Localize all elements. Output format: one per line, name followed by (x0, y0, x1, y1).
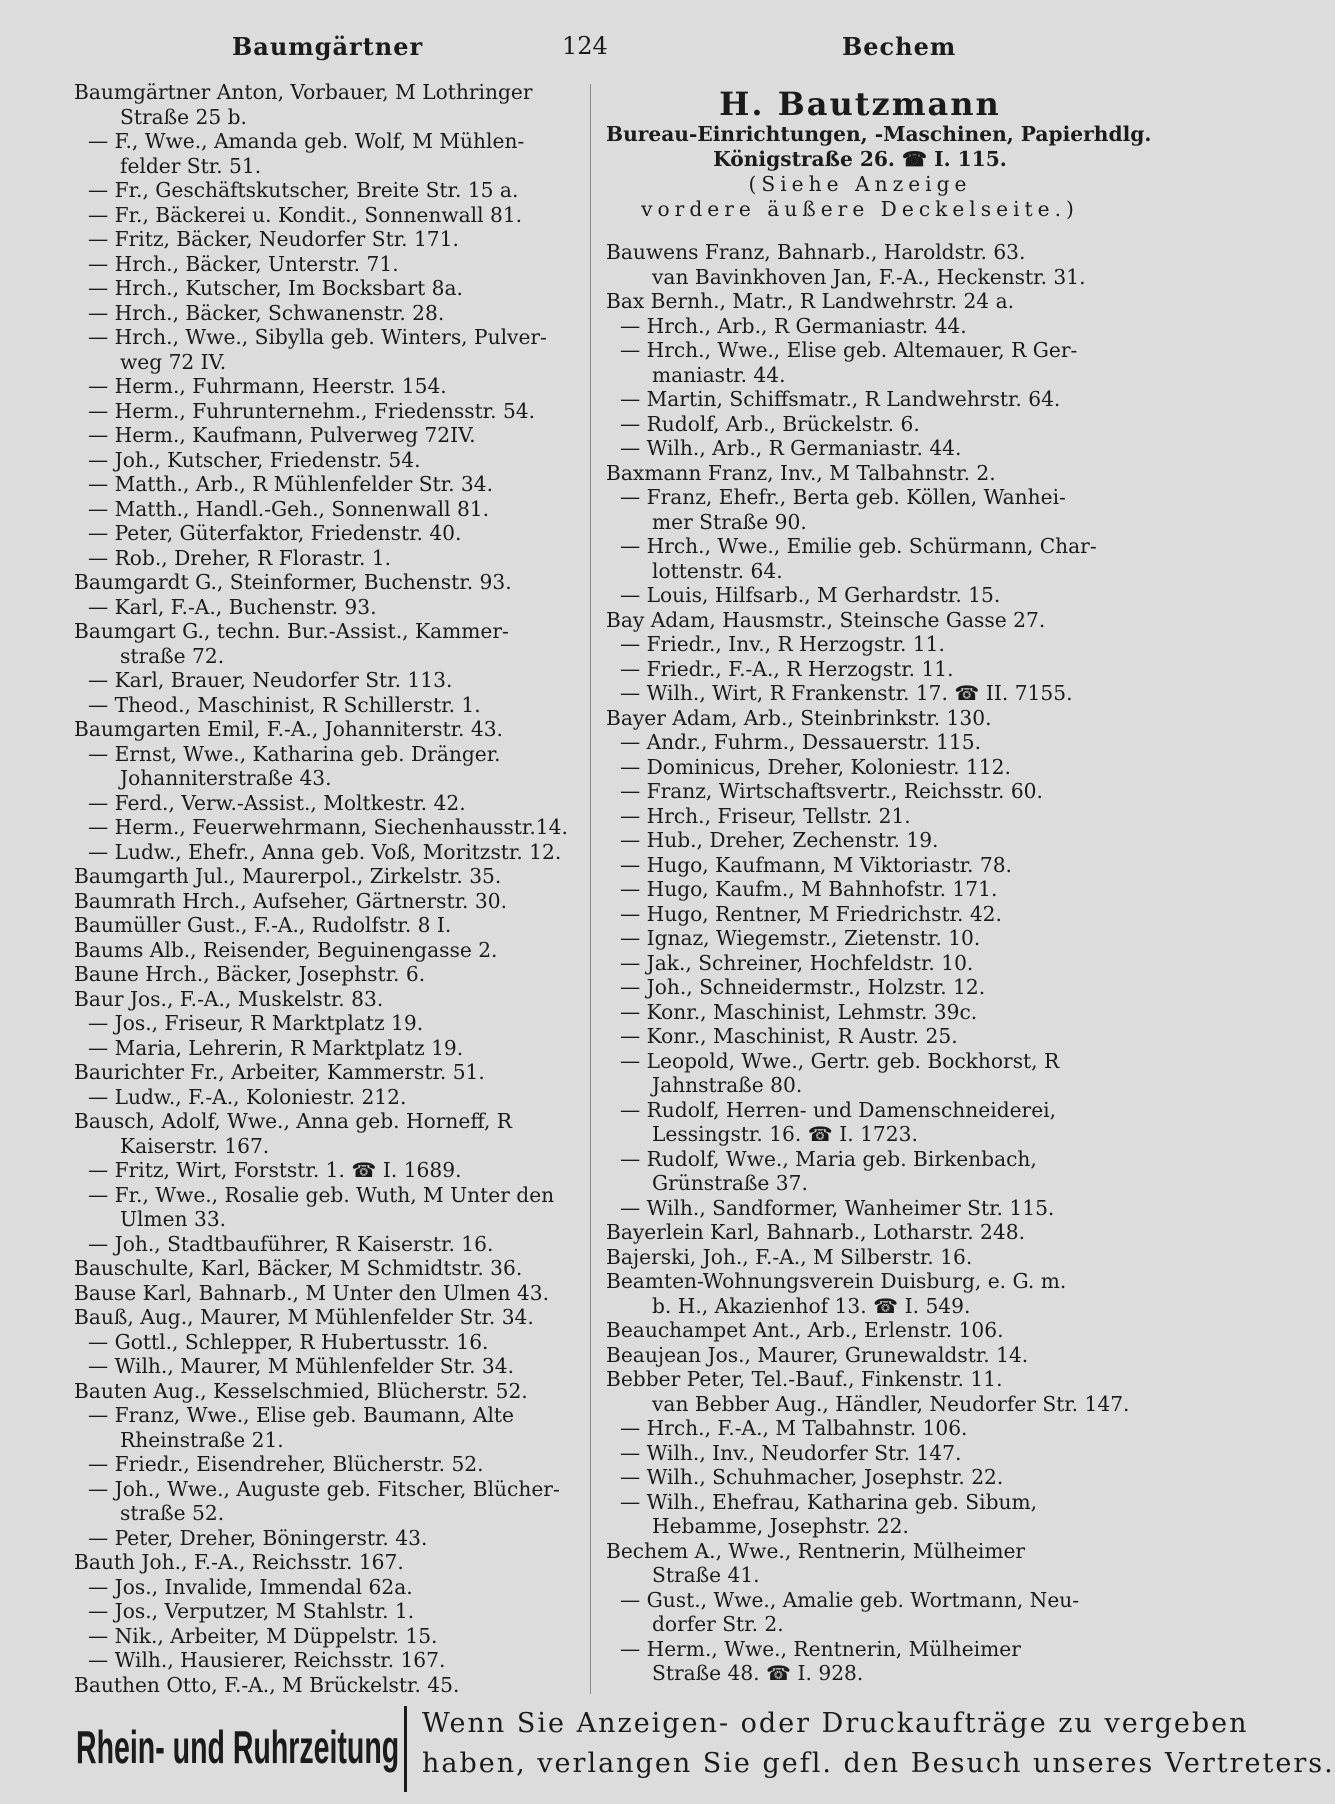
column-divider (590, 84, 591, 1694)
directory-entry: — Gottl., Schlepper, R Hubertusstr. 16. (88, 1329, 489, 1354)
directory-entry: Bause Karl, Bahnarb., M Unter den Ulmen 43. (74, 1280, 549, 1305)
directory-entry: — Rudolf, Wwe., Maria geb. Birkenbach, (620, 1146, 1037, 1171)
directory-entry: — Joh., Kutscher, Friedenstr. 54. (88, 447, 421, 472)
directory-entry: — Hub., Dreher, Zechenstr. 19. (620, 828, 939, 852)
directory-entry: Kaiserstr. 167. (120, 1133, 270, 1158)
directory-entry: — Fritz, Wirt, Forststr. 1. ☎ I. 1689. (88, 1158, 462, 1182)
directory-entry: Rheinstraße 21. (120, 1427, 284, 1452)
directory-entry: maniastr. 44. (652, 362, 786, 387)
directory-entry: — Martin, Schiffsmatr., R Landwehrstr. 64. (620, 387, 1061, 411)
directory-entry: — Joh., Schneidermstr., Holzstr. 12. (620, 975, 986, 999)
directory-entry: Baxmann Franz, Inv., M Talbahnstr. 2. (606, 460, 996, 485)
directory-entry: Bay Adam, Hausmstr., Steinsche Gasse 27. (606, 607, 1046, 632)
directory-entry: — Wilh., Hausierer, Reichsstr. 167. (88, 1648, 446, 1672)
directory-entry: — Hrch., Wwe., Emilie geb. Schürmann, Char- (620, 534, 1097, 558)
header-right-keyword: Bechem (842, 32, 957, 61)
directory-entry: — Wilh., Ehefrau, Katharina geb. Sibum, (620, 1489, 1038, 1514)
directory-entry: straße 52. (120, 1501, 225, 1525)
directory-entry: — Joh., Stadtbauführer, R Kaiserstr. 16. (88, 1231, 494, 1256)
directory-entry: — Wilh., Sandformer, Wanheimer Str. 115. (620, 1195, 1055, 1220)
directory-entry: — Matth., Arb., R Mühlenfelder Str. 34. (88, 472, 494, 496)
directory-entry: Bebber Peter, Tel.-Bauf., Finkenstr. 11. (606, 1367, 1003, 1391)
advertisement-box (606, 85, 1152, 222)
directory-entry: — Friedr., F.-A., R Herzogstr. 11. (620, 656, 954, 681)
directory-entry: — Gust., Wwe., Amalie geb. Wortmann, Neu- (620, 1587, 1080, 1612)
footer-divider (404, 1706, 407, 1792)
directory-entry: — Wilh., Arb., R Germaniastr. 44. (620, 436, 962, 460)
directory-entry: — Hugo, Rentner, M Friedrichstr. 42. (620, 901, 1002, 926)
directory-entry: — Hrch., Bäcker, Schwanenstr. 28. (88, 300, 445, 325)
directory-entry: — Jos., Invalide, Immendal 62a. (88, 1574, 413, 1599)
directory-entry: — Herm., Feuerwehrmann, Siechenhausstr.14. (88, 815, 568, 839)
directory-entry: — Matth., Handl.-Geh., Sonnenwall 81. (88, 496, 490, 521)
directory-entry: — Jos., Friseur, R Marktplatz 19. (88, 1011, 424, 1035)
directory-entry: — Herm., Kaufmann, Pulverweg 72IV. (88, 423, 476, 447)
directory-entry: — Fr., Wwe., Rosalie geb. Wuth, M Unter den (88, 1182, 555, 1207)
directory-entry: — Ludw., F.-A., Koloniestr. 212. (88, 1084, 407, 1109)
directory-entry: — Franz, Wwe., Elise geb. Baumann, Alte (88, 1403, 514, 1427)
directory-entry: — Rob., Dreher, R Florastr. 1. (88, 545, 392, 570)
directory-entry: Bayerlein Karl, Bahnarb., Lotharstr. 248. (606, 1220, 1025, 1244)
directory-entry: Lessingstr. 16. ☎ I. 1723. (652, 1122, 918, 1146)
advertisement-line-1: Bureau-Einrichtungen, -Maschinen, Papierhdlg. (606, 122, 1152, 146)
directory-entry: — Hrch., Kutscher, Im Bocksbart 8a. (88, 276, 463, 300)
directory-entry: — Franz, Ehefr., Berta geb. Köllen, Wanhei- (620, 485, 1066, 509)
page-number: 124 (562, 32, 608, 60)
directory-entry: — Hrch., Wwe., Sibylla geb. Winters, Pulver- (88, 325, 547, 349)
directory-entry: — Dominicus, Dreher, Koloniestr. 112. (620, 754, 1011, 779)
directory-entry: — Hrch., Arb., R Germaniastr. 44. (620, 313, 967, 338)
directory-entry: Baumgarten Emil, F.-A., Johanniterstr. 43. (74, 717, 503, 741)
left-column (74, 80, 574, 1697)
directory-entry: Baumrath Hrch., Aufseher, Gärtnerstr. 30. (74, 888, 507, 913)
header-left-keyword: Baumgärtner (232, 32, 424, 61)
directory-entry: — Hugo, Kaufm., M Bahnhofstr. 171. (620, 877, 998, 901)
directory-entry: — Fr., Bäckerei u. Kondit., Sonnenwall 81. (88, 202, 523, 227)
directory-entry: Baurichter Fr., Arbeiter, Kammerstr. 51. (74, 1060, 485, 1084)
directory-entry: van Bavinkhoven Jan, F.-A., Heckenstr. 31. (652, 264, 1086, 289)
directory-entry: — Wilh., Maurer, M Mühlenfelder Str. 34. (88, 1354, 515, 1378)
directory-entry: — Andr., Fuhrm., Dessauerstr. 115. (620, 730, 982, 754)
directory-entry: Beauchampet Ant., Arb., Erlenstr. 106. (606, 1318, 1004, 1342)
advertisement-line-2: Königstraße 26. ☎ I. 115. (713, 147, 1007, 171)
directory-entry: — Hrch., Wwe., Elise geb. Altemauer, R Ger- (620, 338, 1078, 362)
directory-entry: Bauthen Otto, F.-A., M Brückelstr. 45. (74, 1672, 460, 1697)
directory-entry: Baumgärtner Anton, Vorbauer, M Lothringer (74, 80, 533, 104)
footer-advertisement (76, 1702, 1335, 1798)
directory-entry: Baumgarth Jul., Maurerpol., Zirkelstr. 35. (74, 864, 502, 888)
directory-entry: — Ludw., Ehefr., Anna geb. Voß, Moritzstr. 12. (88, 839, 562, 864)
directory-entry: — Herm., Wwe., Rentnerin, Mülheimer (620, 1636, 1021, 1661)
directory-entry: — Rudolf, Arb., Brückelstr. 6. (620, 411, 920, 436)
directory-entry: Bauß, Aug., Maurer, M Mühlenfelder Str. 34. (74, 1305, 534, 1329)
directory-entry: Bauschulte, Karl, Bäcker, M Schmidtstr. 36. (74, 1256, 523, 1280)
directory-entry: Baur Jos., F.-A., Muskelstr. 83. (74, 986, 384, 1011)
footer-text (422, 1704, 1335, 1784)
directory-entry: — Jos., Verputzer, M Stahlstr. 1. (88, 1599, 415, 1623)
directory-entry: Bayer Adam, Arb., Steinbrinkstr. 130. (606, 705, 992, 730)
directory-entry: Bauwens Franz, Bahnarb., Haroldstr. 63. (606, 240, 1026, 264)
directory-entry: — Theod., Maschinist, R Schillerstr. 1. (88, 692, 481, 717)
directory-entry: Baums Alb., Reisender, Beguinengasse 2. (74, 937, 498, 962)
directory-entry: Beaujean Jos., Maurer, Grunewaldstr. 14. (606, 1342, 1029, 1367)
directory-entry: — Ignaz, Wiegemstr., Zietenstr. 10. (620, 926, 981, 950)
directory-entry: — Hrch., Bäcker, Unterstr. 71. (88, 251, 399, 276)
directory-entry: — Friedr., Inv., R Herzogstr. 11. (620, 632, 945, 656)
directory-entry: — Karl, Brauer, Neudorfer Str. 113. (88, 668, 453, 692)
directory-entry: Grünstraße 37. (652, 1171, 808, 1195)
directory-entry: — Wilh., Inv., Neudorfer Str. 147. (620, 1440, 962, 1465)
advertisement-note-2: vordere äußere Deckelseite.) (641, 197, 1079, 221)
directory-entry: Bajerski, Joh., F.-A., M Silberstr. 16. (606, 1244, 973, 1269)
directory-entry: Straße 41. (652, 1563, 760, 1587)
directory-entry: — Jak., Schreiner, Hochfeldstr. 10. (620, 950, 974, 975)
directory-entry: — Ernst, Wwe., Katharina geb. Dränger. (88, 741, 501, 766)
directory-entry: Baumgart G., techn. Bur.-Assist., Kammer- (74, 619, 509, 643)
directory-entry: Hebamme, Josephstr. 22. (652, 1514, 909, 1538)
directory-entry: Jahnstraße 80. (652, 1073, 803, 1097)
directory-entry: — Louis, Hilfsarb., M Gerhardstr. 15. (620, 583, 1001, 607)
directory-entry: — Hrch., Friseur, Tellstr. 21. (620, 803, 911, 828)
directory-entry: lottenstr. 64. (652, 558, 783, 583)
right-column-entries (606, 240, 1130, 1686)
directory-entry: — Herm., Fuhrunternehm., Friedensstr. 54. (88, 398, 536, 423)
advertisement-name: H. Bautzmann (719, 85, 1001, 123)
directory-entry: — Herm., Fuhrmann, Heerstr. 154. (88, 374, 447, 398)
directory-entry: Bechem A., Wwe., Rentnerin, Mülheimer (606, 1538, 1026, 1563)
directory-entry: Bax Bernh., Matr., R Landwehrstr. 24 a. (606, 289, 1015, 313)
directory-entry: — Ferd., Verw.-Assist., Moltkestr. 42. (88, 790, 466, 815)
directory-entry: — Hrch., F.-A., M Talbahnstr. 106. (620, 1416, 968, 1440)
footer-line-1: Wenn Sie Anzeigen- oder Druckaufträge zu vergeben (422, 1708, 1249, 1739)
directory-entry: Bausch, Adolf, Wwe., Anna geb. Horneff, R (74, 1109, 512, 1133)
directory-entry: Johanniterstraße 43. (120, 766, 332, 790)
directory-entry: Beamten-Wohnungsverein Duisburg, e. G. m. (606, 1269, 1067, 1293)
directory-entry: — Peter, Dreher, Böningerstr. 43. (88, 1525, 428, 1550)
directory-entry: Baumgardt G., Steinformer, Buchenstr. 93. (74, 570, 512, 594)
directory-entry: — Rudolf, Herren- und Damenschneiderei, (620, 1097, 1057, 1122)
directory-entry: — Wilh., Schuhmacher, Josephstr. 22. (620, 1465, 1004, 1489)
directory-entry: Bauten Aug., Kesselschmied, Blücherstr. 52. (74, 1378, 528, 1403)
page-header (0, 32, 1124, 66)
footer-line-2: haben, verlangen Sie gefl. den Besuch unseres Vertreters. (422, 1748, 1335, 1779)
directory-entry: — Fr., Geschäftskutscher, Breite Str. 15 a. (88, 178, 519, 202)
directory-entry: — Peter, Güterfaktor, Friedenstr. 40. (88, 521, 462, 545)
directory-entry: — Wilh., Wirt, R Frankenstr. 17. ☎ II. 7155. (620, 681, 1073, 705)
directory-entry: straße 72. (120, 643, 225, 668)
directory-entry: — Joh., Wwe., Auguste geb. Fitscher, Blücher- (88, 1476, 560, 1501)
directory-entry: felder Str. 51. (120, 153, 262, 178)
directory-entry: Straße 25 b. (120, 104, 247, 129)
directory-entry: — Konr., Maschinist, Lehmstr. 39c. (620, 999, 978, 1024)
advertisement-note-1: (Siehe Anzeige (748, 172, 972, 196)
directory-entry: — Konr., Maschinist, R Austr. 25. (620, 1024, 958, 1048)
directory-entry: Baune Hrch., Bäcker, Josephstr. 6. (74, 962, 426, 986)
directory-entry: — Nik., Arbeiter, M Düppelstr. 15. (88, 1623, 438, 1648)
directory-entry: dorfer Str. 2. (652, 1612, 784, 1636)
directory-entry: — Karl, F.-A., Buchenstr. 93. (88, 594, 377, 619)
directory-entry: b. H., Akazienhof 13. ☎ I. 549. (652, 1293, 971, 1318)
directory-entry: — Friedr., Eisendreher, Blücherstr. 52. (88, 1452, 484, 1476)
right-column (606, 80, 1152, 1686)
directory-entry: Baumüller Gust., F.-A., Rudolfstr. 8 I. (74, 913, 452, 937)
directory-entry: — Franz, Wirtschaftsvertr., Reichsstr. 60. (620, 779, 1043, 803)
directory-entry: van Bebber Aug., Händler, Neudorfer Str. 147. (652, 1391, 1130, 1416)
directory-entry: — F., Wwe., Amanda geb. Wolf, M Mühlen- (88, 129, 525, 153)
directory-entry: mer Straße 90. (652, 509, 807, 534)
directory-entry: — Leopold, Wwe., Gertr. geb. Bockhorst, R (620, 1048, 1060, 1073)
newspaper-title: Rhein- und Ruhrzeitung (76, 1721, 400, 1773)
directory-entry: Bauth Joh., F.-A., Reichsstr. 167. (74, 1550, 404, 1574)
directory-entry: — Hugo, Kaufmann, M Viktoriastr. 78. (620, 852, 1012, 877)
directory-entry: — Fritz, Bäcker, Neudorfer Str. 171. (88, 227, 459, 251)
directory-entry: Straße 48. ☎ I. 928. (652, 1661, 864, 1685)
directory-entry: Ulmen 33. (120, 1207, 227, 1231)
directory-entry: — Maria, Lehrerin, R Marktplatz 19. (88, 1035, 464, 1060)
directory-entry: weg 72 IV. (120, 349, 227, 374)
